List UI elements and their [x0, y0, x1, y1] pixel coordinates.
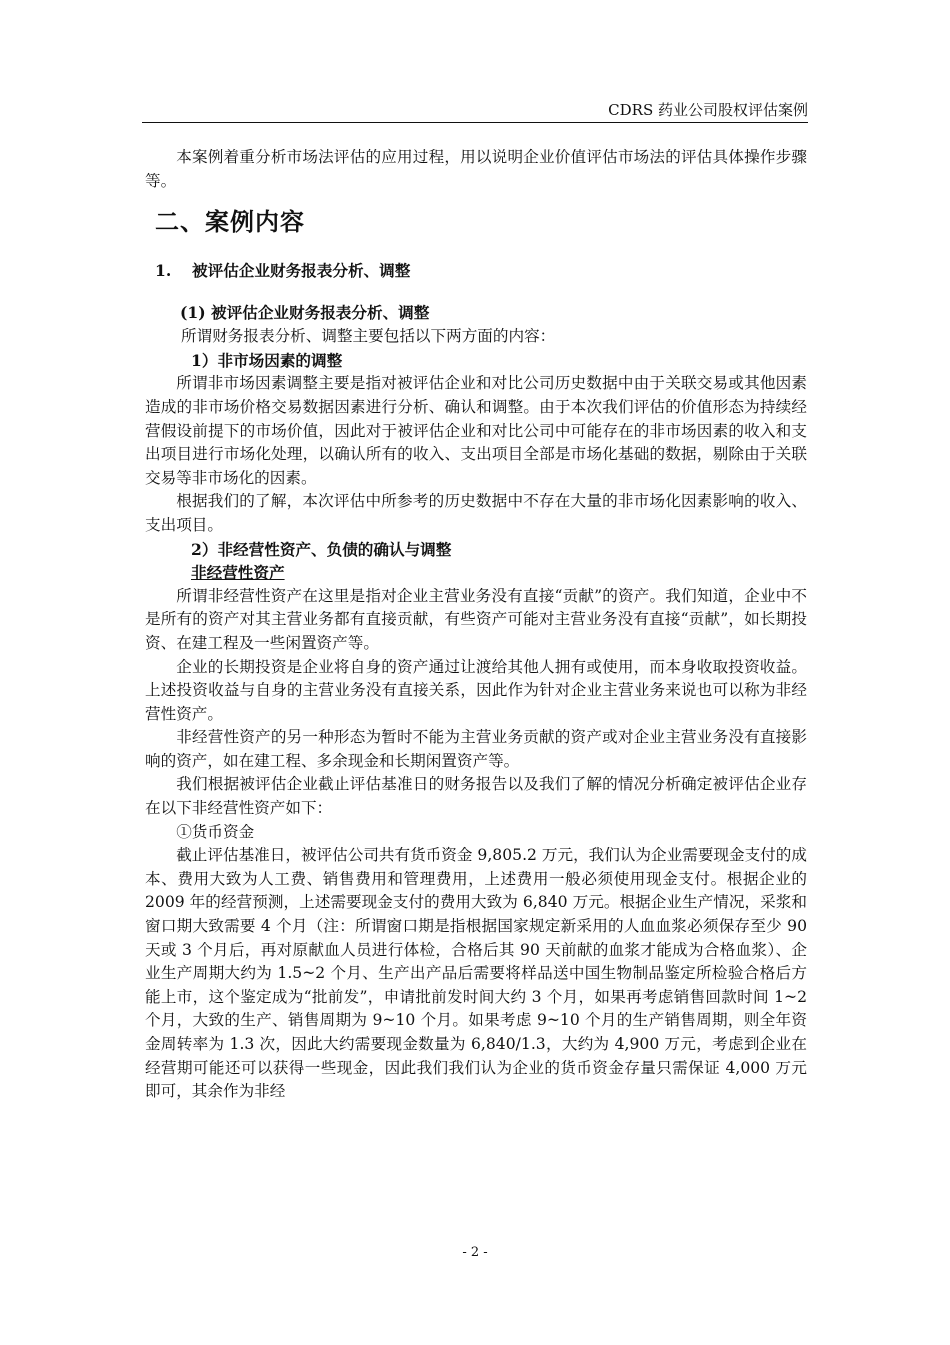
cash-paragraph: 截止评估基准日，被评估公司共有货币资金 9,805.2 万元，我们认为企业需要现金支付的成本、费用大致为人工费、销售费用和管理费用，上述费用一般必须使用现金支付。根据企业的 2009 年的经营预测，上述需要现金支付的费用大致为 6,840 万元。根据企业生产情况，采浆和窗口期大致需要 4 个月（注：所谓窗口期是指根据国家规定新采用的人血血浆必须保存至少 90 天或 3 个月后，再对原献血人员进行体检，合格后其 90 天前献的血浆才能成为合格血浆）、企业生产周期大约为 1.5~2 个月、生产出产品后需要将样品送中国生物制品鉴定所检验合格后方能上市，这个鉴定成为“批前发”，申请批前发时间大约 3 个月，如果再考虑销售回款时间 1~2 个月，大致的生产、销售周期为 9~10 个月。如果考虑 9~10 个月的生产销售周期，则全年资金周转率为 1.3 次，因此大约需要现金数量为 6,840/1.3，大约为 4,900 万元，考虑到企业在经营期可能还可以获得一些现金，因此我们我们认为企业的货币资金存量只需保证 4,000 万元即可，其余作为非经: [145, 846, 807, 1101]
item-intro: 所谓财务报表分析、调整主要包括以下两方面的内容：: [181, 327, 556, 346]
body-paragraph: 非经营性资产的另一种形态为暂时不能为主营业务贡献的资产或对企业主营业务没有直接影响的资产，如在建工程、多余现金和长期闲置资产等。: [145, 728, 807, 770]
item-heading: (1) 被评估企业财务报表分析、调整: [180, 303, 430, 323]
header-rule: [142, 122, 808, 123]
cash-heading: ①货币资金: [176, 822, 255, 841]
body-paragraph: 根据我们的了解，本次评估中所参考的历史数据中不存在大量的非市场化因素影响的收入、支出项目。: [145, 492, 807, 534]
part2-subheading: 非经营性资产: [191, 563, 285, 583]
body-paragraph: 企业的长期投资是企业将自身的资产通过让渡给其他人拥有或使用，而本身收取投资收益。上述投资收益与自身的主营业务没有直接关系，因此作为针对企业主营业务来说也可以称为非经营性资产。: [145, 657, 807, 723]
part1-heading: 1）非市场因素的调整: [191, 350, 343, 370]
subsection-title: 被评估企业财务报表分析、调整: [192, 261, 411, 281]
page-body: [145, 146, 807, 1104]
page-number: - 2 -: [462, 1245, 488, 1260]
subsection-number: 1.: [155, 261, 172, 281]
part2-heading: 2）非经营性资产、负债的确认与调整: [191, 539, 452, 559]
body-paragraph: 所谓非经营性资产在这里是指对企业主营业务没有直接“贡献”的资产。我们知道，企业中不是所有的资产对其主营业务都有直接贡献，有些资产可能对主营业务没有直接“贡献”，如长期投资、在建工程及一些闲置资产等。: [145, 586, 807, 652]
intro-paragraph: 本案例着重分析市场法评估的应用过程，用以说明企业价值评估市场法的评估具体操作步骤等。: [145, 148, 807, 190]
body-paragraph: 我们根据被评估企业截止评估基准日的财务报告以及我们了解的情况分析确定被评估企业存在以下非经营性资产如下：: [145, 775, 807, 818]
body-paragraph: 所谓非市场因素调整主要是指对被评估企业和对比公司历史数据中由于关联交易或其他因素造成的非市场价格交易数据因素进行分析、确认和调整。由于本次我们评估的价值形态为持续经营假设前提下的市场价值，因此对于被评估企业和对比公司中可能存在的非市场因素的收入和支出项目进行市场化处理，以确认所有的收入、支出项目全部是市场化基础的数据，剔除由于关联交易等非市场化的因素。: [145, 374, 807, 487]
subsection-heading: [155, 259, 807, 283]
running-header: CDRS 药业公司股权评估案例: [608, 101, 808, 119]
section-title: 二、案例内容: [155, 208, 305, 237]
